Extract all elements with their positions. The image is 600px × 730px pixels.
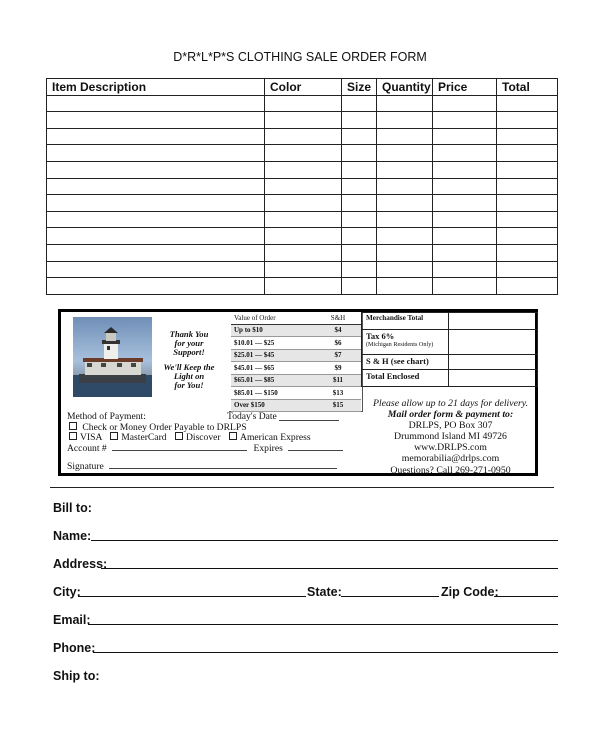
order-cell[interactable] — [342, 178, 377, 195]
order-cell[interactable] — [497, 244, 558, 261]
mastercard-checkbox[interactable] — [110, 432, 118, 440]
table-row — [47, 95, 558, 112]
order-cell[interactable] — [433, 261, 497, 278]
header-quantity: Quantity — [377, 79, 433, 96]
order-cell[interactable] — [47, 112, 265, 129]
email-line[interactable] — [88, 624, 558, 625]
name-field[interactable]: Name: — [53, 527, 558, 543]
table-row — [47, 261, 558, 278]
table-row — [47, 278, 558, 295]
order-cell[interactable] — [433, 178, 497, 195]
account-number-label: Account # — [67, 443, 107, 454]
shipping-chart-row — [231, 324, 361, 337]
order-value-cell: $45.01 — $65 — [231, 362, 315, 375]
order-cell[interactable] — [47, 95, 265, 112]
order-cell[interactable] — [377, 112, 433, 129]
order-cell[interactable] — [47, 228, 265, 245]
sh-cost-cell: S&H — [315, 312, 361, 324]
table-row — [47, 195, 558, 212]
amex-label: American Express — [240, 432, 311, 443]
order-cell[interactable] — [433, 145, 497, 162]
totals-table — [361, 312, 538, 387]
table-row — [47, 112, 558, 129]
order-cell[interactable] — [377, 145, 433, 162]
order-cell[interactable] — [47, 145, 265, 162]
order-items-table — [46, 78, 558, 295]
state-label: State: — [307, 585, 342, 599]
shipping-chart-header — [231, 312, 361, 324]
city-label: City: — [53, 585, 81, 599]
header-item-description: Item Description — [47, 79, 265, 96]
order-cell[interactable] — [265, 128, 342, 145]
order-cell[interactable] — [342, 195, 377, 212]
order-cell[interactable] — [377, 128, 433, 145]
order-cell[interactable] — [377, 211, 433, 228]
website: www.DRLPS.com — [414, 442, 487, 454]
order-cell[interactable] — [265, 278, 342, 295]
order-cell[interactable] — [497, 178, 558, 195]
thank-you-message: Thank You for your Support! We'll Keep the Light on for You! — [163, 329, 215, 390]
order-cell[interactable] — [265, 244, 342, 261]
phone-line[interactable] — [93, 652, 558, 653]
sh-cost-cell: $15 — [315, 399, 361, 412]
header-price: Price — [433, 79, 497, 96]
sh-value[interactable] — [449, 355, 538, 370]
payment-method-section — [67, 412, 357, 470]
tax-label: Tax 6% (Michigan Residents Only) — [362, 330, 449, 355]
order-cell[interactable] — [497, 228, 558, 245]
order-cell[interactable] — [47, 211, 265, 228]
order-cell[interactable] — [377, 178, 433, 195]
email-field[interactable]: Email: — [53, 611, 558, 627]
sh-label: S & H (see chart) — [362, 355, 449, 370]
order-cell[interactable] — [342, 112, 377, 129]
order-cell[interactable] — [265, 261, 342, 278]
tax-value[interactable] — [449, 330, 538, 355]
order-cell[interactable] — [47, 161, 265, 178]
order-value-cell: Up to $10 — [231, 324, 315, 337]
order-cell[interactable] — [433, 211, 497, 228]
order-cell[interactable] — [342, 145, 377, 162]
order-cell[interactable] — [342, 261, 377, 278]
order-cell[interactable] — [433, 95, 497, 112]
todays-date-label: Today's Date — [227, 411, 277, 422]
order-cell[interactable] — [497, 161, 558, 178]
payment-info-box — [58, 309, 538, 476]
order-cell[interactable] — [497, 145, 558, 162]
mail-instructions — [363, 398, 538, 476]
mail-address-1: DRLPS, PO Box 307 — [408, 420, 493, 432]
order-value-cell: $25.01 — $45 — [231, 349, 315, 362]
order-cell[interactable] — [497, 112, 558, 129]
delivery-note: Please allow up to 21 days for delivery. — [372, 398, 529, 409]
order-cell[interactable] — [47, 195, 265, 212]
todays-date-line[interactable] — [279, 412, 339, 421]
expires-label: Expires — [253, 443, 283, 454]
sh-cost-cell: $9 — [315, 362, 361, 375]
order-cell[interactable] — [377, 244, 433, 261]
header-total: Total — [497, 79, 558, 96]
name-line[interactable] — [91, 540, 558, 541]
shipping-chart-row — [231, 374, 361, 387]
order-value-cell: $65.01 — $85 — [231, 374, 315, 387]
discover-label: Discover — [185, 432, 221, 443]
order-cell[interactable] — [377, 95, 433, 112]
order-cell[interactable] — [47, 244, 265, 261]
visa-checkbox[interactable] — [69, 432, 77, 440]
order-cell[interactable] — [342, 211, 377, 228]
address-field[interactable]: Address: — [53, 555, 558, 571]
order-cell[interactable] — [47, 178, 265, 195]
order-value-cell: $85.01 — $150 — [231, 387, 315, 400]
phone-number: Questions? Call 269-271-0950 — [390, 464, 511, 476]
order-value-cell: Value of Order — [231, 312, 315, 324]
order-cell[interactable] — [377, 261, 433, 278]
order-value-cell: $10.01 — $25 — [231, 337, 315, 350]
email-address: memorabilia@drlps.com — [401, 453, 500, 465]
bill-to-heading: Bill to: — [53, 501, 92, 515]
table-row — [47, 244, 558, 261]
sh-cost-cell: $7 — [315, 349, 361, 362]
order-cell[interactable] — [497, 95, 558, 112]
shipping-chart-row — [231, 349, 361, 362]
table-row — [47, 145, 558, 162]
order-cell[interactable] — [342, 244, 377, 261]
order-cell[interactable] — [47, 261, 265, 278]
mastercard-label: MasterCard — [121, 432, 167, 443]
order-cell[interactable] — [265, 145, 342, 162]
order-cell[interactable] — [497, 211, 558, 228]
section-divider — [50, 487, 554, 488]
tax-note: (Michigan Residents Only) — [366, 341, 434, 348]
order-cell[interactable] — [47, 128, 265, 145]
merchandise-total-value[interactable] — [449, 313, 538, 330]
order-cell[interactable] — [342, 128, 377, 145]
order-cell[interactable] — [265, 112, 342, 129]
sh-cost-cell: $6 — [315, 337, 361, 350]
header-color: Color — [265, 79, 342, 96]
shipping-chart-row — [231, 387, 361, 400]
check-checkbox[interactable] — [69, 422, 77, 430]
order-cell[interactable] — [265, 178, 342, 195]
account-number-line[interactable] — [112, 442, 247, 451]
table-row — [47, 211, 558, 228]
order-value-cell: Over $150 — [231, 399, 315, 412]
order-cell[interactable] — [497, 261, 558, 278]
order-cell[interactable] — [47, 278, 265, 295]
zip-line[interactable] — [494, 596, 558, 597]
phone-field[interactable]: Phone: — [53, 639, 558, 655]
order-cell[interactable] — [342, 161, 377, 178]
expires-line[interactable] — [288, 442, 343, 451]
order-cell[interactable] — [377, 195, 433, 212]
order-cell[interactable] — [497, 128, 558, 145]
shipping-chart-row — [231, 399, 361, 412]
visa-label: VISA — [80, 432, 102, 443]
city-line[interactable] — [78, 596, 306, 597]
order-table-header — [47, 79, 558, 96]
table-row — [47, 161, 558, 178]
signature-label: Signature — [67, 461, 104, 472]
table-row — [47, 178, 558, 195]
order-cell[interactable] — [377, 228, 433, 245]
order-cell[interactable] — [433, 278, 497, 295]
merchandise-total-label: Merchandise Total — [362, 313, 449, 330]
table-row — [47, 128, 558, 145]
order-cell[interactable] — [433, 112, 497, 129]
form-title: D*R*L*P*S CLOTHING SALE ORDER FORM — [173, 50, 427, 64]
check-option-label: Check or Money Order Payable to DRLPS — [82, 422, 247, 433]
order-cell[interactable] — [265, 195, 342, 212]
signature-line[interactable] — [109, 460, 337, 469]
order-cell[interactable] — [497, 278, 558, 295]
order-cell[interactable] — [342, 228, 377, 245]
order-cell[interactable] — [377, 161, 433, 178]
order-cell[interactable] — [433, 161, 497, 178]
order-cell[interactable] — [433, 128, 497, 145]
total-enclosed-value[interactable] — [449, 370, 538, 387]
order-cell[interactable] — [433, 228, 497, 245]
table-row — [47, 228, 558, 245]
order-cell[interactable] — [497, 195, 558, 212]
discover-checkbox[interactable] — [175, 432, 183, 440]
sh-cost-cell: $4 — [315, 324, 361, 337]
shipping-chart-row — [231, 337, 361, 350]
order-cell[interactable] — [265, 95, 342, 112]
state-line[interactable] — [341, 596, 439, 597]
order-cell[interactable] — [433, 195, 497, 212]
sh-cost-cell: $11 — [315, 374, 361, 387]
method-of-payment-label: Method of Payment: — [67, 411, 146, 422]
order-cell[interactable] — [265, 161, 342, 178]
mail-address-2: Drummond Island MI 49726 — [394, 431, 507, 443]
lighthouse-photo — [73, 317, 152, 397]
total-enclosed-label: Total Enclosed — [362, 370, 449, 387]
city-state-zip-row — [53, 583, 558, 599]
order-cell[interactable] — [377, 278, 433, 295]
ship-to-heading: Ship to: — [53, 669, 100, 683]
shipping-chart — [231, 312, 361, 412]
order-cell[interactable] — [342, 95, 377, 112]
mail-header: Mail order form & payment to: — [387, 409, 514, 421]
amex-checkbox[interactable] — [229, 432, 237, 440]
sh-cost-cell: $13 — [315, 387, 361, 400]
order-cell[interactable] — [433, 244, 497, 261]
shipping-chart-row — [231, 362, 361, 375]
address-line[interactable] — [101, 568, 558, 569]
order-cell[interactable] — [265, 228, 342, 245]
header-size: Size — [342, 79, 377, 96]
order-cell[interactable] — [265, 211, 342, 228]
order-cell[interactable] — [342, 278, 377, 295]
zip-label: Zip Code: — [441, 585, 499, 599]
